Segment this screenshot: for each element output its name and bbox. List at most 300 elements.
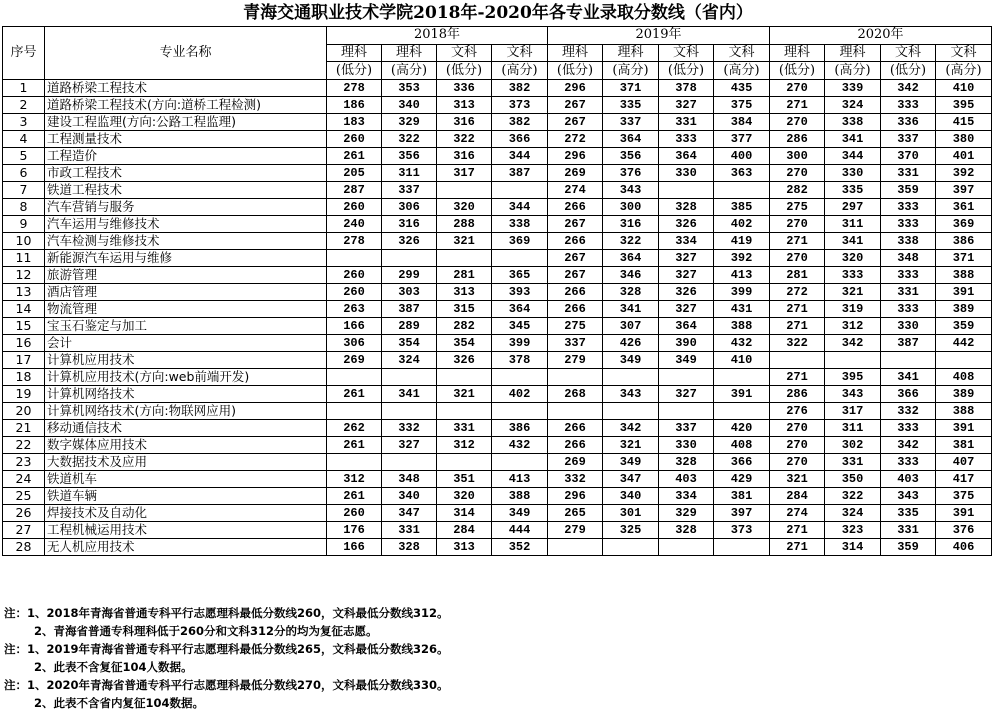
score-cell: 323 (825, 522, 881, 539)
score-cell: 402 (492, 386, 548, 403)
score-cell: 348 (382, 471, 437, 488)
score-cell: 296 (548, 148, 603, 165)
score-cell: 268 (548, 386, 603, 403)
score-cell: 341 (825, 131, 881, 148)
row-seq: 20 (3, 403, 45, 420)
score-cell: 347 (382, 505, 437, 522)
score-cell: 316 (603, 216, 659, 233)
score-cell: 328 (659, 522, 714, 539)
note-line: 注：1、2020年青海省普通专科平行志愿理科最低分数线270，文科最低分数线330。 (4, 678, 449, 692)
score-cell: 375 (936, 488, 992, 505)
score-cell: 410 (714, 352, 770, 369)
score-cell: 349 (492, 505, 548, 522)
score-cell: 317 (825, 403, 881, 420)
row-seq: 26 (3, 505, 45, 522)
score-cell: 281 (770, 267, 825, 284)
score-cell: 364 (492, 301, 548, 318)
score-cell: 314 (437, 505, 492, 522)
score-cell: 403 (881, 471, 936, 488)
score-table (2, 26, 992, 556)
score-cell: 306 (382, 199, 437, 216)
row-seq: 8 (3, 199, 45, 216)
score-cell: 444 (492, 522, 548, 539)
row-major-name: 移动通信技术 (45, 420, 327, 437)
table-row (3, 522, 992, 539)
score-cell: 320 (437, 199, 492, 216)
score-cell: 240 (327, 216, 382, 233)
score-cell: 316 (382, 216, 437, 233)
score-cell (437, 369, 492, 386)
score-cell: 410 (936, 80, 992, 97)
header-level: (低分) (659, 62, 714, 80)
score-cell: 346 (603, 267, 659, 284)
score-cell: 335 (881, 505, 936, 522)
score-cell: 369 (936, 216, 992, 233)
score-cell: 381 (936, 437, 992, 454)
score-cell: 366 (714, 454, 770, 471)
score-cell: 442 (936, 335, 992, 352)
header-level: (高分) (714, 62, 770, 80)
score-cell: 359 (936, 318, 992, 335)
table-row (3, 403, 992, 420)
table-row (3, 216, 992, 233)
score-cell: 327 (382, 437, 437, 454)
score-cell: 261 (327, 148, 382, 165)
score-cell: 399 (492, 335, 548, 352)
header-subject: 理科 (327, 44, 382, 62)
score-cell: 313 (437, 97, 492, 114)
score-cell: 311 (825, 420, 881, 437)
score-cell: 435 (714, 80, 770, 97)
score-cell: 279 (548, 522, 603, 539)
row-major-name: 宝玉石鉴定与加工 (45, 318, 327, 335)
score-cell: 349 (659, 352, 714, 369)
header-subject: 理科 (382, 44, 437, 62)
score-cell: 324 (825, 97, 881, 114)
table-row (3, 250, 992, 267)
score-cell: 376 (936, 522, 992, 539)
score-cell: 403 (659, 471, 714, 488)
score-cell: 388 (492, 488, 548, 505)
score-cell: 267 (548, 97, 603, 114)
score-cell: 271 (770, 97, 825, 114)
row-seq: 7 (3, 182, 45, 199)
score-cell: 375 (714, 97, 770, 114)
header-level: (低分) (881, 62, 936, 80)
score-cell (659, 403, 714, 420)
row-seq: 4 (3, 131, 45, 148)
score-cell (437, 454, 492, 471)
score-cell: 413 (714, 267, 770, 284)
score-cell: 321 (437, 386, 492, 403)
score-cell: 260 (327, 284, 382, 301)
score-cell (714, 539, 770, 556)
score-cell (881, 352, 936, 369)
score-cell (492, 454, 548, 471)
score-cell: 316 (437, 148, 492, 165)
score-cell: 335 (603, 97, 659, 114)
score-cell (770, 352, 825, 369)
row-seq: 28 (3, 539, 45, 556)
score-cell: 286 (770, 386, 825, 403)
score-cell: 391 (936, 284, 992, 301)
score-cell: 386 (936, 233, 992, 250)
row-major-name: 工程测量技术 (45, 131, 327, 148)
score-cell: 320 (437, 488, 492, 505)
score-cell: 391 (714, 386, 770, 403)
score-cell: 300 (770, 148, 825, 165)
score-cell: 338 (881, 233, 936, 250)
score-cell: 269 (548, 165, 603, 182)
score-cell: 339 (825, 80, 881, 97)
score-cell: 327 (659, 267, 714, 284)
score-cell: 330 (881, 318, 936, 335)
score-cell: 313 (437, 539, 492, 556)
note-line: 2、青海省普通专科理科低于260分和文科312分的均为复征志愿。 (34, 624, 378, 638)
score-cell: 333 (881, 97, 936, 114)
score-cell: 407 (936, 454, 992, 471)
score-cell (603, 403, 659, 420)
row-seq: 22 (3, 437, 45, 454)
score-cell: 341 (881, 369, 936, 386)
score-cell: 341 (382, 386, 437, 403)
score-cell: 366 (881, 386, 936, 403)
score-cell: 349 (603, 352, 659, 369)
score-cell: 406 (936, 539, 992, 556)
score-cell: 325 (603, 522, 659, 539)
row-major-name: 汽车运用与维修技术 (45, 216, 327, 233)
score-cell (327, 454, 382, 471)
score-cell: 275 (548, 318, 603, 335)
row-major-name: 工程造价 (45, 148, 327, 165)
score-cell: 382 (492, 114, 548, 131)
score-cell: 205 (327, 165, 382, 182)
score-cell: 270 (770, 454, 825, 471)
table-row (3, 301, 992, 318)
score-cell: 342 (881, 80, 936, 97)
score-cell (382, 250, 437, 267)
score-cell: 343 (603, 182, 659, 199)
score-cell: 330 (659, 437, 714, 454)
score-cell: 322 (770, 335, 825, 352)
score-cell: 354 (382, 335, 437, 352)
score-cell: 266 (548, 233, 603, 250)
score-cell (603, 369, 659, 386)
score-cell (548, 539, 603, 556)
row-major-name: 新能源汽车运用与维修 (45, 250, 327, 267)
table-row (3, 437, 992, 454)
score-cell: 352 (492, 539, 548, 556)
score-cell: 387 (881, 335, 936, 352)
score-cell: 331 (881, 522, 936, 539)
score-cell: 432 (492, 437, 548, 454)
row-major-name: 道路桥梁工程技术(方向:道桥工程检测) (45, 97, 327, 114)
score-cell: 392 (936, 165, 992, 182)
score-cell: 386 (492, 420, 548, 437)
score-cell: 341 (603, 301, 659, 318)
score-cell: 338 (825, 114, 881, 131)
score-cell: 288 (437, 216, 492, 233)
score-cell: 261 (327, 488, 382, 505)
score-cell: 389 (936, 301, 992, 318)
score-cell: 267 (548, 267, 603, 284)
note-line: 2、此表不含复征104人数据。 (34, 660, 193, 674)
score-cell: 261 (327, 437, 382, 454)
score-cell: 333 (881, 420, 936, 437)
table-row (3, 284, 992, 301)
row-seq: 27 (3, 522, 45, 539)
score-cell: 336 (881, 114, 936, 131)
score-cell: 271 (770, 233, 825, 250)
row-major-name: 铁道工程技术 (45, 182, 327, 199)
score-cell: 326 (659, 216, 714, 233)
score-cell: 300 (603, 199, 659, 216)
row-major-name: 汽车检测与维修技术 (45, 233, 327, 250)
row-seq: 9 (3, 216, 45, 233)
header-subject: 文科 (492, 44, 548, 62)
score-cell (659, 539, 714, 556)
header-level: (低分) (548, 62, 603, 80)
score-cell: 420 (714, 420, 770, 437)
score-cell: 329 (382, 114, 437, 131)
score-cell: 345 (492, 318, 548, 335)
note-line: 2、此表不含省内复征104数据。 (34, 696, 205, 710)
score-cell: 270 (770, 216, 825, 233)
header-subject: 理科 (603, 44, 659, 62)
header-subject: 文科 (936, 44, 992, 62)
row-seq: 19 (3, 386, 45, 403)
score-cell: 384 (714, 114, 770, 131)
table-row (3, 114, 992, 131)
score-cell: 275 (770, 199, 825, 216)
score-cell: 359 (881, 539, 936, 556)
score-cell: 342 (825, 335, 881, 352)
score-cell: 267 (548, 114, 603, 131)
row-seq: 1 (3, 80, 45, 97)
score-cell: 364 (603, 250, 659, 267)
header-name: 专业名称 (45, 27, 327, 80)
score-cell: 408 (714, 437, 770, 454)
score-cell: 272 (548, 131, 603, 148)
header-row-years (3, 27, 992, 45)
score-cell: 387 (492, 165, 548, 182)
header-subject: 文科 (437, 44, 492, 62)
table-row (3, 318, 992, 335)
score-cell: 274 (548, 182, 603, 199)
score-cell: 260 (327, 131, 382, 148)
header-seq: 序号 (3, 27, 45, 80)
score-cell: 278 (327, 80, 382, 97)
header-year-2018: 2018年 (327, 27, 548, 45)
score-cell: 356 (603, 148, 659, 165)
row-major-name: 市政工程技术 (45, 165, 327, 182)
score-cell: 330 (825, 165, 881, 182)
score-cell: 266 (548, 420, 603, 437)
score-cell: 183 (327, 114, 382, 131)
row-seq: 17 (3, 352, 45, 369)
score-cell: 320 (825, 250, 881, 267)
score-cell: 353 (382, 80, 437, 97)
score-cell: 331 (382, 522, 437, 539)
table-row (3, 199, 992, 216)
score-cell: 417 (936, 471, 992, 488)
score-cell: 342 (881, 437, 936, 454)
score-cell: 321 (437, 233, 492, 250)
score-cell: 270 (770, 80, 825, 97)
score-cell: 359 (881, 182, 936, 199)
score-cell (825, 352, 881, 369)
score-cell: 350 (825, 471, 881, 488)
table-row (3, 352, 992, 369)
score-cell: 270 (770, 437, 825, 454)
score-cell: 266 (548, 301, 603, 318)
row-major-name: 计算机网络技术(方向:物联网应用) (45, 403, 327, 420)
score-cell: 393 (492, 284, 548, 301)
score-cell: 413 (492, 471, 548, 488)
score-cell: 260 (327, 505, 382, 522)
row-seq: 21 (3, 420, 45, 437)
notes (4, 604, 994, 712)
score-cell: 272 (770, 284, 825, 301)
score-cell: 337 (548, 335, 603, 352)
header-subject: 理科 (770, 44, 825, 62)
score-cell: 333 (881, 216, 936, 233)
header-level: (低分) (327, 62, 382, 80)
score-cell: 260 (327, 199, 382, 216)
score-cell: 376 (603, 165, 659, 182)
score-cell: 321 (603, 437, 659, 454)
score-cell: 276 (770, 403, 825, 420)
score-cell: 270 (770, 250, 825, 267)
score-cell: 302 (825, 437, 881, 454)
score-cell (382, 369, 437, 386)
score-cell: 365 (492, 267, 548, 284)
score-cell: 270 (770, 420, 825, 437)
header-level: (高分) (382, 62, 437, 80)
score-cell: 327 (659, 386, 714, 403)
score-cell: 364 (659, 148, 714, 165)
score-cell: 303 (382, 284, 437, 301)
score-cell: 332 (548, 471, 603, 488)
score-cell: 364 (603, 131, 659, 148)
score-cell: 364 (659, 318, 714, 335)
row-seq: 15 (3, 318, 45, 335)
score-cell: 402 (714, 216, 770, 233)
score-cell: 333 (825, 267, 881, 284)
score-cell: 322 (382, 131, 437, 148)
row-major-name: 数字媒体应用技术 (45, 437, 327, 454)
row-seq: 23 (3, 454, 45, 471)
score-cell: 392 (714, 250, 770, 267)
row-seq: 5 (3, 148, 45, 165)
table-row (3, 80, 992, 97)
score-cell: 271 (770, 539, 825, 556)
table-row (3, 233, 992, 250)
score-cell: 337 (603, 114, 659, 131)
row-seq: 6 (3, 165, 45, 182)
score-cell: 321 (825, 284, 881, 301)
table-row (3, 488, 992, 505)
score-cell: 327 (659, 301, 714, 318)
score-cell: 328 (659, 454, 714, 471)
score-cell: 270 (770, 114, 825, 131)
score-cell: 397 (714, 505, 770, 522)
header-subject: 文科 (659, 44, 714, 62)
score-cell: 328 (382, 539, 437, 556)
score-cell: 261 (327, 386, 382, 403)
score-cell: 340 (603, 488, 659, 505)
score-cell: 319 (825, 301, 881, 318)
score-cell: 324 (382, 352, 437, 369)
score-cell: 296 (548, 488, 603, 505)
score-cell: 266 (548, 199, 603, 216)
score-cell: 349 (603, 454, 659, 471)
score-cell: 343 (881, 488, 936, 505)
score-cell: 399 (714, 284, 770, 301)
score-cell: 391 (936, 420, 992, 437)
table-row (3, 420, 992, 437)
score-cell: 326 (382, 233, 437, 250)
score-cell: 267 (548, 216, 603, 233)
header-level: (低分) (770, 62, 825, 80)
score-cell (714, 369, 770, 386)
score-cell: 326 (437, 352, 492, 369)
score-cell: 166 (327, 539, 382, 556)
score-cell: 301 (603, 505, 659, 522)
score-cell: 166 (327, 318, 382, 335)
row-seq: 3 (3, 114, 45, 131)
score-cell: 331 (825, 454, 881, 471)
score-cell (437, 250, 492, 267)
score-cell: 312 (327, 471, 382, 488)
score-cell: 419 (714, 233, 770, 250)
score-cell: 331 (659, 114, 714, 131)
header-year-2020: 2020年 (770, 27, 992, 45)
score-cell: 327 (659, 97, 714, 114)
score-cell: 369 (492, 233, 548, 250)
table-row (3, 165, 992, 182)
score-cell: 387 (382, 301, 437, 318)
score-cell (492, 369, 548, 386)
score-cell: 432 (714, 335, 770, 352)
row-major-name: 焊接技术及自动化 (45, 505, 327, 522)
score-cell: 382 (492, 80, 548, 97)
score-cell: 322 (825, 488, 881, 505)
table-row (3, 131, 992, 148)
score-cell: 344 (492, 199, 548, 216)
score-cell: 271 (770, 369, 825, 386)
score-cell: 267 (548, 250, 603, 267)
score-cell: 335 (825, 182, 881, 199)
table-row (3, 267, 992, 284)
table-body (3, 27, 992, 556)
score-cell: 299 (382, 267, 437, 284)
score-cell: 271 (770, 301, 825, 318)
table-row (3, 335, 992, 352)
table-row (3, 182, 992, 199)
score-cell (936, 352, 992, 369)
score-cell (382, 454, 437, 471)
score-cell: 388 (936, 403, 992, 420)
row-major-name: 物流管理 (45, 301, 327, 318)
score-cell (659, 182, 714, 199)
row-seq: 16 (3, 335, 45, 352)
row-seq: 24 (3, 471, 45, 488)
score-cell: 306 (327, 335, 382, 352)
score-cell: 271 (770, 522, 825, 539)
table-row (3, 97, 992, 114)
score-cell: 397 (936, 182, 992, 199)
